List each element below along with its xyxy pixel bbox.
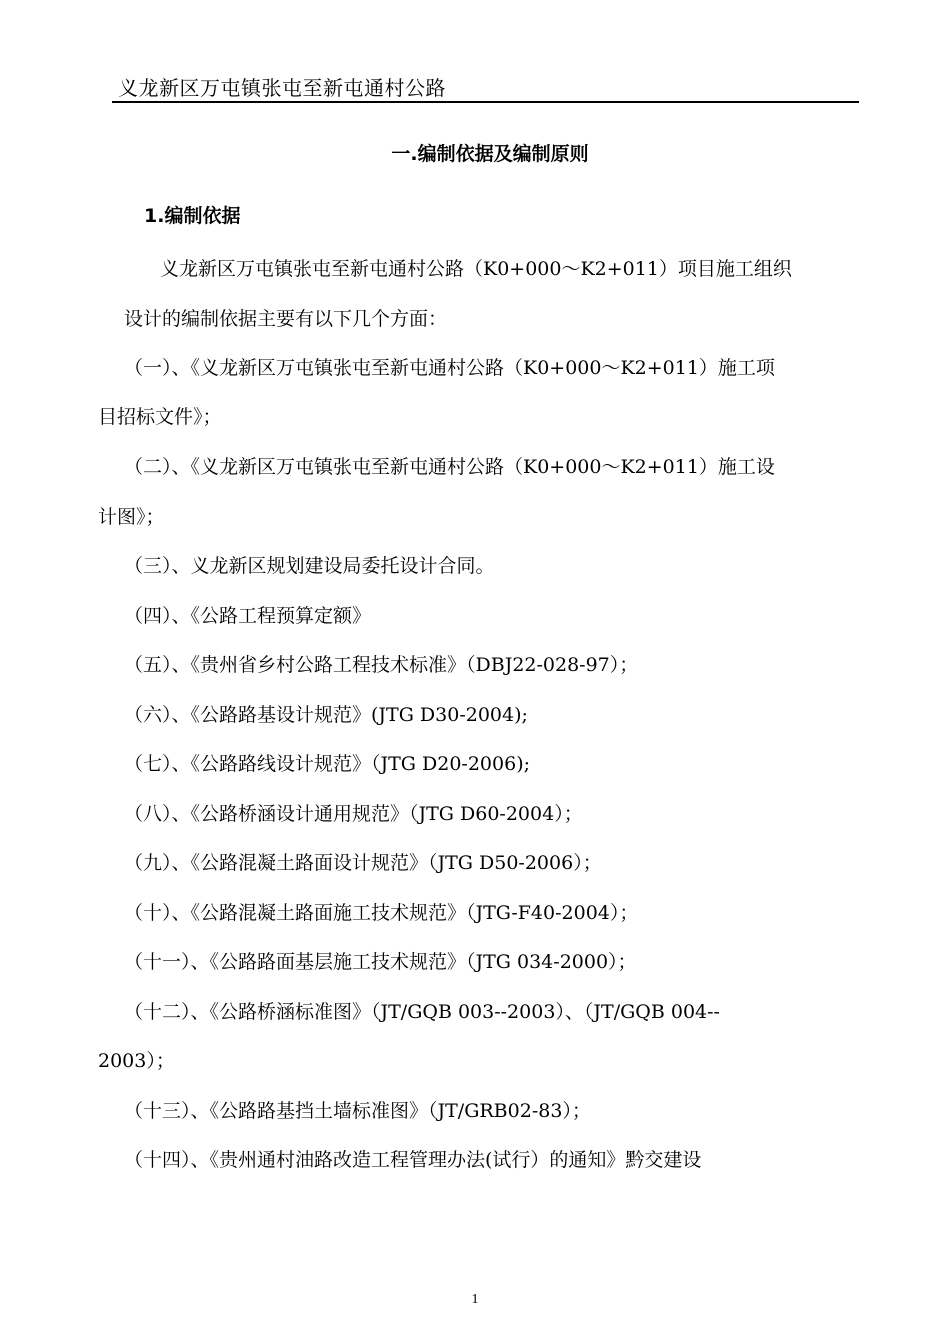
text-line: （七）、《公路路线设计规范》（JTG D20-2006); [124,753,531,775]
page-header-title: 义龙新区万屯镇张屯至新屯通村公路 [118,76,446,100]
text-line: （十一）、《公路路面基层施工技术规范》（JTG 034-2000）； [124,951,637,973]
text-line: （四）、《公路工程预算定额》 [124,605,372,627]
text-line: （一）、《义龙新区万屯镇张屯至新屯通村公路（K0+000～K2+011）施工项 [124,357,775,379]
text-line: （九）、《公路混凝土路面设计规范》（JTG D50-2006）； [124,852,602,874]
text-line: 计图》； [98,506,165,528]
text-line: 2003）； [98,1050,175,1072]
subsection-title: 1.编制依据 [144,205,241,227]
section-title: 一.编制依据及编制原则 [391,143,589,165]
text-line: （六）、《公路路基设计规范》(JTG D30-2004); [124,704,528,726]
text-line: （二）、《义龙新区万屯镇张屯至新屯通村公路（K0+000～K2+011）施工设 [124,456,775,478]
text-line: （十三）、《公路路基挡土墙标准图》（JT/GRB02-83）； [124,1100,591,1122]
header-rule [112,101,859,103]
text-line: （十二）、《公路桥涵标准图》（JT/GQB 003--2003）、（JT/GQB 004-- [124,1001,720,1023]
text-line: （十四）、《贵州通村油路改造工程管理办法(试行）的通知》黔交建设 [124,1149,702,1171]
text-line: （十）、《公路混凝土路面施工技术规范》（JTG-F40-2004）； [124,902,639,924]
text-line: 目招标文件》； [98,406,222,428]
page-number: 1 [471,1292,479,1307]
text-line: （三）、义龙新区规划建设局委托设计合同。 [124,555,495,577]
text-line: 设计的编制依据主要有以下几个方面： [124,308,448,330]
text-line: （八）、《公路桥涵设计通用规范》（JTG D60-2004）； [124,803,583,825]
text-line: （五）、《贵州省乡村公路工程技术标准》（DBJ22-028-97）； [124,654,639,676]
text-line: 义龙新区万屯镇张屯至新屯通村公路（K0+000～K2+011）项目施工组织 [160,258,792,280]
